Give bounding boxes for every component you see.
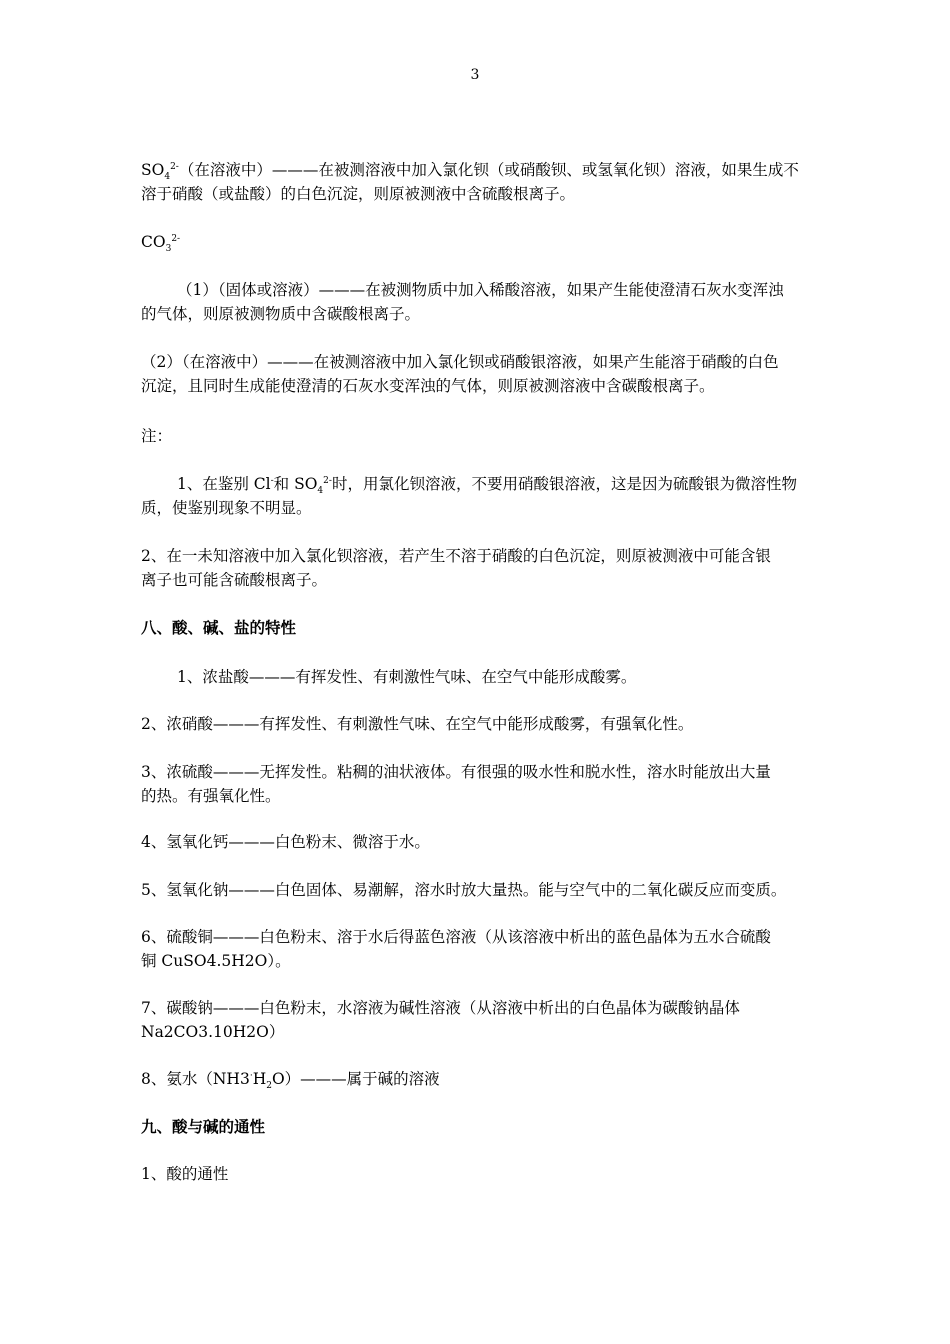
section-9-title: 九、酸与碱的通性	[141, 1117, 266, 1136]
so4-formula: $SO_4^{2-}$	[141, 161, 179, 183]
section-8-item-1: 1、浓盐酸———有挥发性、有刺激性气味、在空气中能形成酸雾。	[177, 668, 637, 686]
co3-item2-line-1: （2）（在溶液中）———在被测溶液中加入氯化钡或硝酸银溶液，如果产生能溶于硝酸的白色	[141, 353, 779, 371]
note-2-line-1: 2、在一未知溶液中加入氯化钡溶液，若产生不溶于硝酸的白色沉淀，则原被测液中可能含银	[141, 547, 771, 565]
section-8-item-4: 4、氢氧化钙———白色粉末、微溶于水。	[141, 833, 430, 851]
section-8-item-3-line-1: 3、浓硫酸———无挥发性。粘稠的油状液体。有很强的吸水性和脱水性，溶水时能放出大量	[141, 763, 771, 781]
page-number: 3	[470, 67, 480, 83]
so4-line-1: $SO_4^{2-}$（在溶液中）———在被测溶液中加入氯化钡（或硝酸钡、或氢氧化钡）溶液，如果生成不	[141, 161, 799, 183]
note-1-line-1: 1、在鉴别 Cl-和 $SO_4^{2-}$时，用氯化钡溶液，不要用硝酸银溶液，这是因为硫酸银为微溶性物	[177, 475, 797, 497]
section-8-item-7-line-1: 7、碳酸钠———白色粉末，水溶液为碱性溶液（从溶液中析出的白色晶体为碳酸钠晶体	[141, 999, 740, 1017]
co3-item1-line-1: （1）（固体或溶液）———在被测物质中加入稀酸溶液，如果产生能使澄清石灰水变浑浊	[177, 281, 784, 299]
co3-item2-line-2: 沉淀，且同时生成能使澄清的石灰水变浑浊的气体，则原被测溶液中含碳酸根离子。	[141, 377, 715, 395]
co3-label: $CO_3^{2-}$	[141, 233, 181, 255]
note-2-line-2: 离子也可能含硫酸根离子。	[141, 571, 328, 589]
section-9-item-1: 1、酸的通性	[141, 1165, 229, 1183]
co3-item1-line-2: 的气体，则原被测物质中含碳酸根离子。	[141, 305, 421, 323]
note-label: 注：	[141, 427, 173, 445]
section-8-item-7-line-2: Na2CO3.10H2O）	[141, 1023, 285, 1041]
section-8-item-5: 5、氢氧化钠———白色固体、易潮解，溶水时放大量热。能与空气中的二氧化碳反应而变质。	[141, 881, 787, 899]
section-8-item-3-line-2: 的热。有强氧化性。	[141, 787, 281, 805]
so4-line-2: 溶于硝酸（或盐酸）的白色沉淀，则原被测液中含硫酸根离子。	[141, 185, 576, 203]
section-8-item-6-line-1: 6、硫酸铜———白色粉末、溶于水后得蓝色溶液（从该溶液中析出的蓝色晶体为五水合硫酸	[141, 928, 771, 946]
section-8-item-8: 8、氨水$(NH3^\cdot H_2O)———$属于碱的溶液	[141, 1070, 440, 1092]
note-1-line-2: 质，使鉴别现象不明显。	[141, 499, 312, 517]
section-8-item-6-line-2: 铜 CuSO4.5H2O）。	[141, 952, 291, 970]
section-8-title: 八、酸、碱、盐的特性	[141, 618, 297, 637]
section-8-item-2: 2、浓硝酸———有挥发性、有刺激性气味、在空气中能形成酸雾，有强氧化性。	[141, 715, 694, 733]
